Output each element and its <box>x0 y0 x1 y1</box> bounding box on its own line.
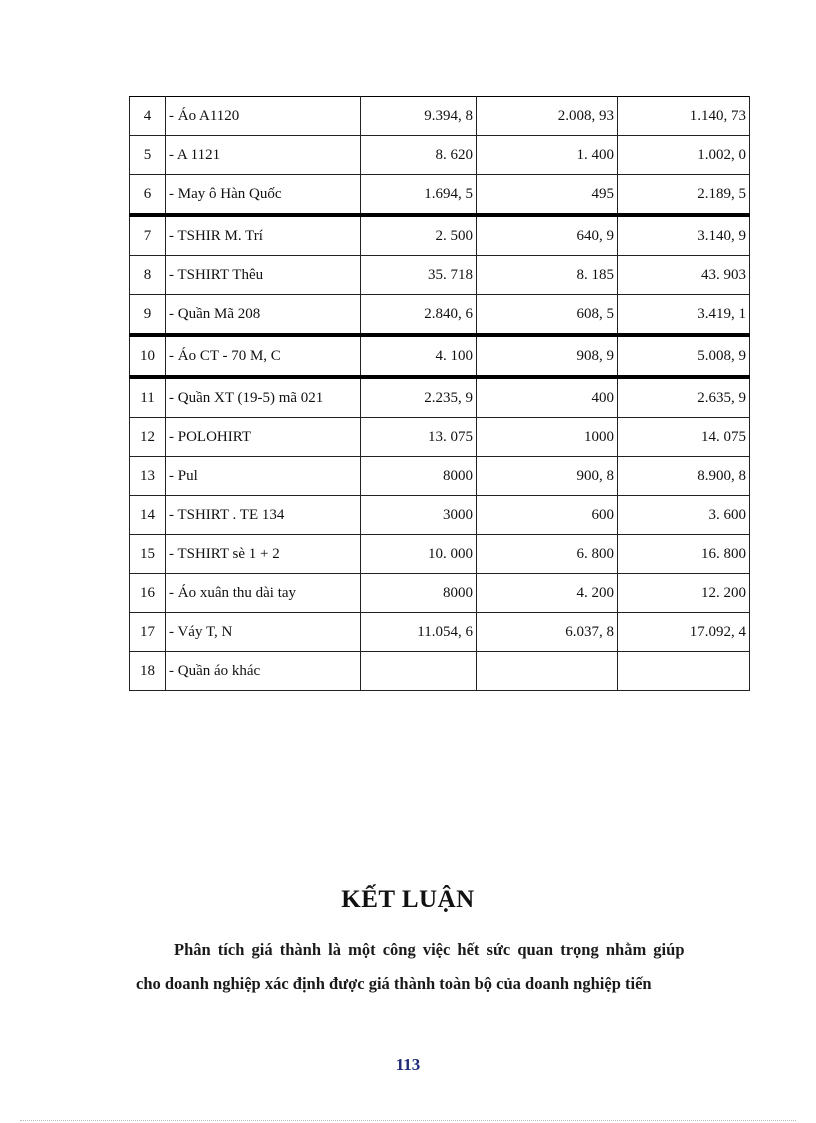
value-cell-3: 1.002, 0 <box>618 136 750 175</box>
table-row <box>130 136 750 175</box>
value-cell-2: 608, 5 <box>477 295 618 336</box>
product-name-cell: - TSHIRT . TE 134 <box>166 496 361 535</box>
table-row <box>130 295 750 336</box>
value-cell-3: 3. 600 <box>618 496 750 535</box>
value-cell-1: 9.394, 8 <box>361 97 477 136</box>
row-number-cell: 18 <box>130 652 166 691</box>
value-cell-3: 1.140, 73 <box>618 97 750 136</box>
value-cell-2: 600 <box>477 496 618 535</box>
value-cell-2 <box>477 652 618 691</box>
product-name-cell: - Áo CT - 70 M, C <box>166 335 361 377</box>
row-number-cell: 16 <box>130 574 166 613</box>
table-row <box>130 335 750 377</box>
row-number-cell: 7 <box>130 215 166 256</box>
table-row <box>130 215 750 256</box>
value-cell-3: 12. 200 <box>618 574 750 613</box>
page-number: 113 <box>395 1055 421 1074</box>
table-row <box>130 496 750 535</box>
value-cell-1: 2. 500 <box>361 215 477 256</box>
product-cost-table <box>129 96 750 691</box>
table-row <box>130 574 750 613</box>
value-cell-1: 2.840, 6 <box>361 295 477 336</box>
value-cell-3: 2.635, 9 <box>618 377 750 418</box>
table-row <box>130 535 750 574</box>
row-number-cell: 10 <box>130 335 166 377</box>
product-name-cell: - Áo xuân thu dài tay <box>166 574 361 613</box>
value-cell-2: 640, 9 <box>477 215 618 256</box>
value-cell-3: 3.419, 1 <box>618 295 750 336</box>
row-number-cell: 5 <box>130 136 166 175</box>
value-cell-2: 900, 8 <box>477 457 618 496</box>
value-cell-1: 11.054, 6 <box>361 613 477 652</box>
value-cell-3: 14. 075 <box>618 418 750 457</box>
paragraph-line-1: Phân tích giá thành là một công việc hết sức quan trọng nhằm giúp <box>174 940 685 959</box>
value-cell-2: 4. 200 <box>477 574 618 613</box>
value-cell-3: 3.140, 9 <box>618 215 750 256</box>
value-cell-1: 8000 <box>361 457 477 496</box>
value-cell-2: 1. 400 <box>477 136 618 175</box>
row-number-cell: 12 <box>130 418 166 457</box>
product-name-cell: - Quần áo khác <box>166 652 361 691</box>
product-name-cell: - POLOHIRT <box>166 418 361 457</box>
value-cell-1: 35. 718 <box>361 256 477 295</box>
table-row <box>130 652 750 691</box>
value-cell-2: 908, 9 <box>477 335 618 377</box>
value-cell-1: 10. 000 <box>361 535 477 574</box>
value-cell-1: 3000 <box>361 496 477 535</box>
table-row <box>130 613 750 652</box>
product-name-cell: - Pul <box>166 457 361 496</box>
table-row <box>130 256 750 295</box>
product-name-cell: - A 1121 <box>166 136 361 175</box>
value-cell-1: 2.235, 9 <box>361 377 477 418</box>
product-name-cell: - Áo A1120 <box>166 97 361 136</box>
row-number-cell: 4 <box>130 97 166 136</box>
product-name-cell: - TSHIR M. Trí <box>166 215 361 256</box>
value-cell-2: 6.037, 8 <box>477 613 618 652</box>
product-name-cell: - TSHIRT Thêu <box>166 256 361 295</box>
table-body <box>130 97 750 691</box>
product-name-cell: - TSHIRT sè 1 + 2 <box>166 535 361 574</box>
value-cell-3: 43. 903 <box>618 256 750 295</box>
table-row <box>130 97 750 136</box>
table-row <box>130 418 750 457</box>
row-number-cell: 14 <box>130 496 166 535</box>
value-cell-3: 16. 800 <box>618 535 750 574</box>
value-cell-2: 6. 800 <box>477 535 618 574</box>
value-cell-1: 8. 620 <box>361 136 477 175</box>
row-number-cell: 15 <box>130 535 166 574</box>
value-cell-3: 8.900, 8 <box>618 457 750 496</box>
row-number-cell: 6 <box>130 175 166 216</box>
value-cell-3: 17.092, 4 <box>618 613 750 652</box>
value-cell-1: 1.694, 5 <box>361 175 477 216</box>
row-number-cell: 17 <box>130 613 166 652</box>
value-cell-2: 400 <box>477 377 618 418</box>
table-row <box>130 377 750 418</box>
table-row <box>130 175 750 216</box>
value-cell-2: 2.008, 93 <box>477 97 618 136</box>
row-number-cell: 8 <box>130 256 166 295</box>
product-name-cell: - May ô Hàn Quốc <box>166 175 361 216</box>
value-cell-2: 1000 <box>477 418 618 457</box>
value-cell-1: 4. 100 <box>361 335 477 377</box>
value-cell-2: 8. 185 <box>477 256 618 295</box>
row-number-cell: 11 <box>130 377 166 418</box>
paragraph-line-2: cho doanh nghiệp xác định được giá thành toàn bộ của doanh nghiệp tiến <box>136 974 652 993</box>
product-name-cell: - Quần XT (19-5) mã 021 <box>166 377 361 418</box>
value-cell-1: 13. 075 <box>361 418 477 457</box>
value-cell-1 <box>361 652 477 691</box>
value-cell-2: 495 <box>477 175 618 216</box>
value-cell-3 <box>618 652 750 691</box>
product-name-cell: - Quần Mã 208 <box>166 295 361 336</box>
row-number-cell: 13 <box>130 457 166 496</box>
footer-divider <box>20 1120 796 1121</box>
table-row <box>130 457 750 496</box>
product-name-cell: - Váy T, N <box>166 613 361 652</box>
section-heading: KẾT LUẬN <box>341 886 475 913</box>
value-cell-3: 2.189, 5 <box>618 175 750 216</box>
row-number-cell: 9 <box>130 295 166 336</box>
value-cell-1: 8000 <box>361 574 477 613</box>
value-cell-3: 5.008, 9 <box>618 335 750 377</box>
